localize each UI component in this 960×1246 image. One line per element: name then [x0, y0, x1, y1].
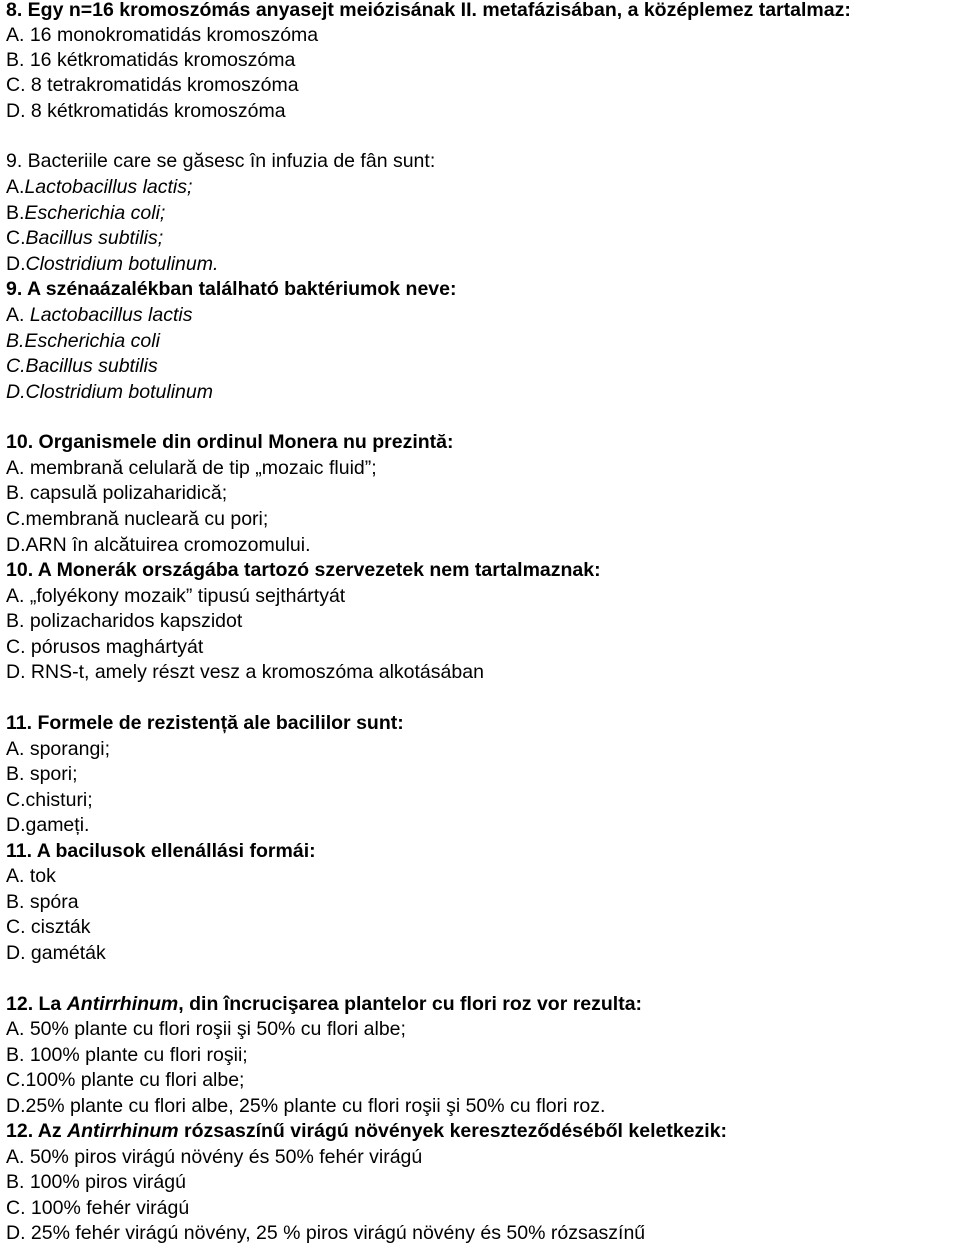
- title-genus: Antirrhinum: [66, 993, 179, 1015]
- question-12-hu-option-b: B. 100% piros virágú: [6, 1171, 186, 1193]
- option-text: Clostridium botulinum: [25, 381, 213, 403]
- question-10-ro-title: 10. Organismele din ordinul Monera nu prezintă:: [6, 431, 454, 453]
- question-12-ro-option-d: D.25% plante cu flori albe, 25% plante cu flori roşii şi 50% cu flori roz.: [6, 1095, 606, 1117]
- option-letter: A.: [6, 304, 25, 326]
- question-12-ro-option-a: A. 50% plante cu flori roşii şi 50% cu flori albe;: [6, 1018, 406, 1040]
- question-11-ro-option-d: D.gameți.: [6, 814, 90, 836]
- question-9-ro-option-a: [6, 175, 192, 199]
- question-8-option-b: B. 16 kétkromatidás kromoszóma: [6, 49, 296, 71]
- question-9-ro-option-b: [6, 201, 165, 225]
- option-letter: C.: [6, 227, 26, 249]
- option-text: Clostridium botulinum.: [25, 253, 219, 275]
- option-letter: A.: [6, 176, 25, 198]
- title-genus: Antirrhinum: [67, 1120, 179, 1142]
- option-letter: D.: [6, 381, 26, 403]
- option-text: Bacillus subtilis: [25, 355, 158, 377]
- question-9-ro-option-d: [6, 252, 218, 276]
- question-12-ro-title: [6, 992, 642, 1016]
- option-letter: B.: [6, 202, 25, 224]
- question-9-hu-option-d: [6, 380, 213, 404]
- question-10-hu-option-c: C. pórusos maghártyát: [6, 636, 204, 658]
- question-8-option-c: C. 8 tetrakromatidás kromoszóma: [6, 74, 299, 96]
- question-8-title: 8. Egy n=16 kromoszómás anyasejt meiózisának II. metafázisában, a középlemez tartalmaz:: [6, 0, 851, 21]
- title-suffix: rózsaszínű virágú növények kereszteződéséből keletkezik:: [178, 1120, 728, 1142]
- question-9-hu-option-c: [6, 354, 158, 378]
- option-text: Escherichia coli: [24, 330, 160, 352]
- question-9-hu-title: 9. A szénaázalékban található baktériumok neve:: [6, 278, 457, 300]
- question-10-hu-title: 10. A Monerák országába tartozó szervezetek nem tartalmaznak:: [6, 559, 601, 581]
- option-letter: B.: [6, 330, 25, 352]
- option-text: Escherichia coli;: [24, 202, 166, 224]
- option-text: Lactobacillus lactis;: [24, 176, 193, 198]
- title-suffix: , din încrucişarea plantelor cu flori roz vor rezulta:: [178, 993, 643, 1015]
- question-8-option-a: A. 16 monokromatidás kromoszóma: [6, 24, 319, 46]
- question-11-hu-title: 11. A bacilusok ellenállási formái:: [6, 840, 316, 862]
- question-10-hu-option-d: D. RNS-t, amely részt vesz a kromoszóma alkotásában: [6, 661, 484, 683]
- question-10-hu-option-a: A. „folyékony mozaik” tipusú sejthártyát: [6, 585, 346, 607]
- question-11-hu-option-a: A. tok: [6, 865, 56, 887]
- question-12-hu-option-a: A. 50% piros virágú növény és 50% fehér virágú: [6, 1146, 423, 1168]
- question-11-ro-option-c: C.chisturi;: [6, 789, 93, 811]
- question-9-hu-option-b: [6, 329, 160, 353]
- option-letter: C.: [6, 355, 26, 377]
- option-text: Bacillus subtilis;: [25, 227, 164, 249]
- question-9-hu-option-a: [6, 303, 192, 327]
- question-11-ro-option-a: A. sporangi;: [6, 738, 111, 760]
- question-12-hu-title: [6, 1119, 727, 1143]
- title-prefix: 12. Az: [6, 1120, 68, 1142]
- question-12-ro-option-b: B. 100% plante cu flori roşii;: [6, 1044, 248, 1066]
- question-11-ro-title: 11. Formele de rezistență ale bacililor sunt:: [6, 712, 404, 734]
- question-12-hu-option-d: D. 25% fehér virágú növény, 25 % piros virágú növény és 50% rózsaszínű: [6, 1222, 646, 1244]
- question-12-hu-option-c: C. 100% fehér virágú: [6, 1197, 190, 1219]
- question-10-ro-option-d: D.ARN în alcătuirea cromozomului.: [6, 534, 311, 556]
- question-11-hu-option-d: D. gaméták: [6, 942, 106, 964]
- question-10-ro-option-c: C.membrană nucleară cu pori;: [6, 508, 269, 530]
- question-11-hu-option-b: B. spóra: [6, 891, 79, 913]
- question-11-hu-option-c: C. ciszták: [6, 916, 91, 938]
- question-10-ro-option-b: B. capsulă polizaharidică;: [6, 482, 228, 504]
- question-12-ro-option-c: C.100% plante cu flori albe;: [6, 1069, 245, 1091]
- question-9-ro-title: 9. Bacteriile care se găsesc în infuzia de fân sunt:: [6, 150, 436, 172]
- question-8-option-d: D. 8 kétkromatidás kromoszóma: [6, 100, 286, 122]
- question-11-ro-option-b: B. spori;: [6, 763, 78, 785]
- title-prefix: 12. La: [6, 993, 67, 1015]
- question-10-hu-option-b: B. polizacharidos kapszidot: [6, 610, 243, 632]
- option-text: Lactobacillus lactis: [29, 304, 193, 326]
- option-letter: D.: [6, 253, 26, 275]
- question-10-ro-option-a: A. membrană celulară de tip „mozaic fluid”;: [6, 457, 377, 479]
- question-9-ro-option-c: [6, 226, 163, 250]
